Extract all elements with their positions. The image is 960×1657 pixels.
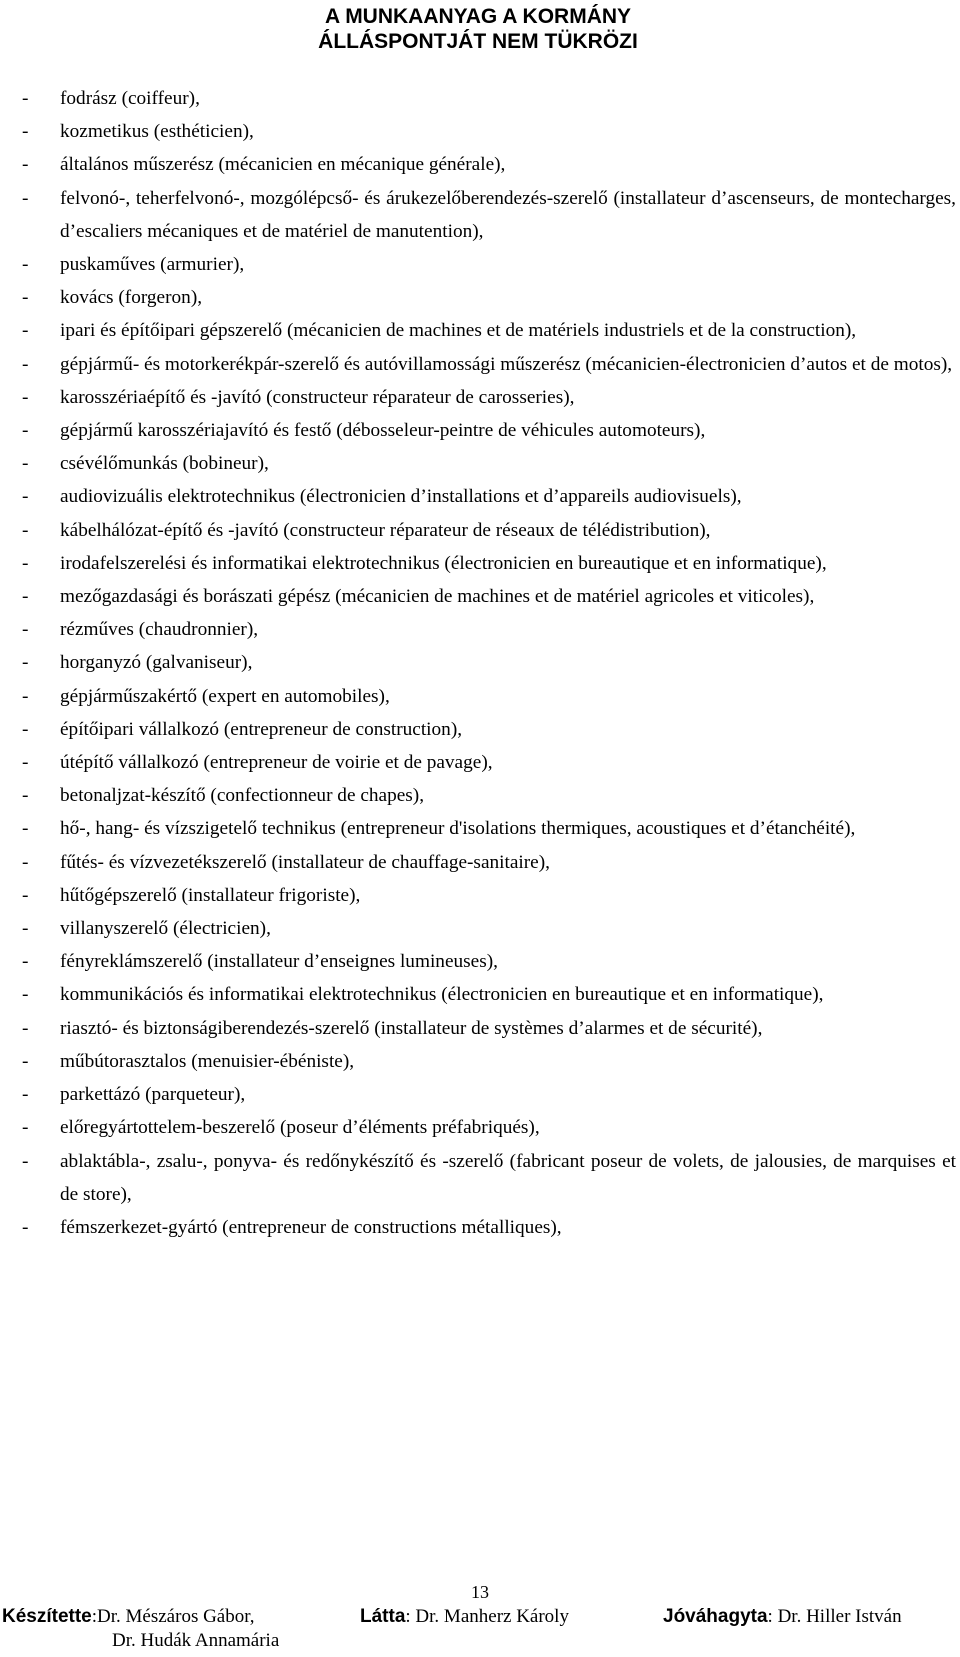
list-dash: - xyxy=(22,486,29,508)
list-item-text: előregyártottelem-beszerelő (poseur d’éléments préfabriqués), xyxy=(60,1117,540,1139)
list-dash: - xyxy=(22,121,29,143)
list-item-text: kábelhálózat-építő és -javító (constructeur réparateur de réseaux de télédistribution), xyxy=(60,519,711,541)
list-dash: - xyxy=(22,818,29,840)
list-dash: - xyxy=(22,752,29,774)
list-item xyxy=(22,1211,956,1244)
header-line-1: A MUNKAANYAG A KORMÁNY xyxy=(324,5,632,28)
list-item-text: puskaműves (armurier), xyxy=(60,254,245,276)
list-item-text: gépjárműszakértő (expert en automobiles), xyxy=(60,685,390,707)
list-item xyxy=(22,480,956,513)
list-item xyxy=(22,912,956,945)
list-item xyxy=(22,978,956,1011)
list-dash: - xyxy=(22,1017,29,1039)
list-item-text: fodrász (coiffeur), xyxy=(60,88,200,109)
list-item xyxy=(22,381,956,414)
list-item-text: fényreklámszerelő (installateur d’enseignes lumineuses), xyxy=(60,951,498,973)
list-dash: - xyxy=(22,519,29,541)
list-dash: - xyxy=(22,154,29,176)
list-item xyxy=(22,248,956,281)
list-item-text: hűtőgépszerelő (installateur frigoriste), xyxy=(60,884,361,906)
list-dash: - xyxy=(22,386,29,408)
list-item xyxy=(22,1045,956,1078)
list-item-text: fémszerkezet-gyártó (entrepreneur de constructions métalliques), xyxy=(60,1216,562,1238)
list-item xyxy=(22,447,956,480)
header-line-2: ÁLLÁSPONTJÁT NEM TÜKRÖZI xyxy=(318,30,638,53)
footer-approved-name: : Dr. Hiller István xyxy=(767,1606,902,1627)
list-item xyxy=(22,414,956,447)
list-item-text: villanyszerelő (électricien), xyxy=(60,918,271,940)
list-item xyxy=(22,613,956,646)
footer-seen-name: : Dr. Manherz Károly xyxy=(405,1606,569,1627)
list-item xyxy=(22,514,956,547)
footer-approved-label: Jóváhagyta xyxy=(663,1606,768,1627)
page-number: 13 xyxy=(471,1582,489,1602)
list-item-text: gépjármű- és motorkerékpár-szerelő és autóvillamossági műszerész (mécanicien-électronicien d’autos et de motos), xyxy=(60,353,953,375)
footer-prepared-names-2: Dr. Hudák Annamária xyxy=(112,1630,280,1651)
list-item-text: hő-, hang- és vízszigetelő technikus (entrepreneur d'isolations thermiques, acoustiques et d’étanchéité), xyxy=(60,818,856,840)
list-dash: - xyxy=(22,851,29,873)
list-item xyxy=(22,779,956,812)
list-dash: - xyxy=(22,785,29,807)
list-item xyxy=(22,547,956,580)
list-item xyxy=(22,580,956,613)
list-item xyxy=(22,680,956,713)
list-dash: - xyxy=(22,918,29,940)
list-dash: - xyxy=(22,718,29,740)
list-item-text: általános műszerész (mécanicien en mécanique générale), xyxy=(60,154,506,176)
list-item xyxy=(22,646,956,679)
footer-seen-label: Látta xyxy=(360,1606,406,1627)
watermark-header xyxy=(278,4,678,54)
list-item-text: gépjármű karosszériajavító és festő (débosseleur-peintre de véhicules automoteurs), xyxy=(60,420,706,442)
list-item-text: kovács (forgeron), xyxy=(60,287,203,309)
list-item xyxy=(22,314,956,347)
list-item xyxy=(22,1078,956,1111)
list-item xyxy=(22,82,956,115)
list-dash: - xyxy=(22,884,29,906)
list-item-text: rézműves (chaudronnier), xyxy=(60,619,259,641)
list-item-text: karosszériaépítő és -javító (constructeur réparateur de carosseries), xyxy=(60,386,575,408)
list-item-text: audiovizuális elektrotechnikus (électronicien d’installations et d’appareils audiovisuels), xyxy=(60,486,742,508)
list-dash: - xyxy=(22,1150,29,1172)
footer-prepared xyxy=(2,1605,279,1653)
list-dash: - xyxy=(22,552,29,574)
list-item xyxy=(22,148,956,181)
list-dash: - xyxy=(22,320,29,342)
list-dash: - xyxy=(22,353,29,375)
list-item-text: csévélőmunkás (bobineur), xyxy=(60,453,269,475)
list-item-text: horganyzó (galvaniseur), xyxy=(60,652,253,674)
list-item xyxy=(22,945,956,978)
list-item xyxy=(22,746,956,779)
list-dash: - xyxy=(22,586,29,608)
list-dash: - xyxy=(22,1216,29,1238)
list-dash: - xyxy=(22,287,29,309)
list-dash: - xyxy=(22,453,29,475)
occupation-list xyxy=(22,82,956,1244)
list-dash: - xyxy=(22,984,29,1006)
list-dash: - xyxy=(22,1050,29,1072)
list-item-text: műbútorasztalos (menuisier-ébéniste), xyxy=(60,1050,355,1072)
list-item xyxy=(22,1012,956,1045)
footer-prepared-label: Készítette xyxy=(2,1606,92,1627)
list-dash: - xyxy=(22,1084,29,1106)
list-dash: - xyxy=(22,88,29,109)
list-dash: - xyxy=(22,652,29,674)
list-dash: - xyxy=(22,254,29,276)
list-item xyxy=(22,713,956,746)
list-item-text: betonaljzat-készítő (confectionneur de chapes), xyxy=(60,785,425,807)
list-item xyxy=(22,281,956,314)
footer-approved xyxy=(663,1605,902,1629)
list-item xyxy=(22,348,956,381)
list-item-text: felvonó-, teherfelvonó-, mozgólépcső- és árukezelőberendezés-szerelő (installateur d’ascenseurs, de montecharges, d’escaliers mécaniques et de matériel de manutention), xyxy=(60,187,956,242)
list-item-text: ipari és építőipari gépszerelő (mécanicien de machines et de matériels industriels et de la construction), xyxy=(60,320,857,342)
list-dash: - xyxy=(22,685,29,707)
list-item-text: ablaktábla-, zsalu-, ponyva- és redőnykészítő és -szerelő (fabricant poseur de volets, de jalousies, de marquises et de store), xyxy=(60,1150,956,1205)
list-item-text: fűtés- és vízvezetékszerelő (installateur de chauffage-sanitaire), xyxy=(60,851,550,873)
list-dash: - xyxy=(22,1117,29,1139)
list-item xyxy=(22,846,956,879)
list-item xyxy=(22,879,956,912)
list-item-text: irodafelszerelési és informatikai elektrotechnikus (électronicien en bureautique et en informatique), xyxy=(60,552,827,574)
list-item xyxy=(22,1111,956,1144)
list-dash: - xyxy=(22,420,29,442)
list-item-text: kommunikációs és informatikai elektrotechnikus (électronicien en bureautique et en informatique), xyxy=(60,984,824,1006)
list-item-text: építőipari vállalkozó (entrepreneur de construction), xyxy=(60,718,463,740)
list-item xyxy=(22,115,956,148)
list-item-text: útépítő vállalkozó (entrepreneur de voirie et de pavage), xyxy=(60,752,493,774)
list-dash: - xyxy=(22,951,29,973)
list-item xyxy=(22,182,956,248)
footer-seen xyxy=(360,1605,569,1629)
list-item xyxy=(22,812,956,845)
list-item-text: kozmetikus (esthéticien), xyxy=(60,121,254,143)
list-item xyxy=(22,1145,956,1211)
list-dash: - xyxy=(22,619,29,641)
list-dash: - xyxy=(22,187,29,209)
list-item-text: mezőgazdasági és borászati gépész (mécanicien de machines et de matériel agricoles et viticoles), xyxy=(60,586,815,608)
footer-prepared-names: :Dr. Mészáros Gábor, xyxy=(91,1606,255,1627)
list-item-text: parkettázó (parqueteur), xyxy=(60,1084,246,1106)
footer xyxy=(0,1605,960,1657)
list-item-text: riasztó- és biztonságiberendezés-szerelő (installateur de systèmes d’alarmes et de sécurité), xyxy=(60,1017,763,1039)
